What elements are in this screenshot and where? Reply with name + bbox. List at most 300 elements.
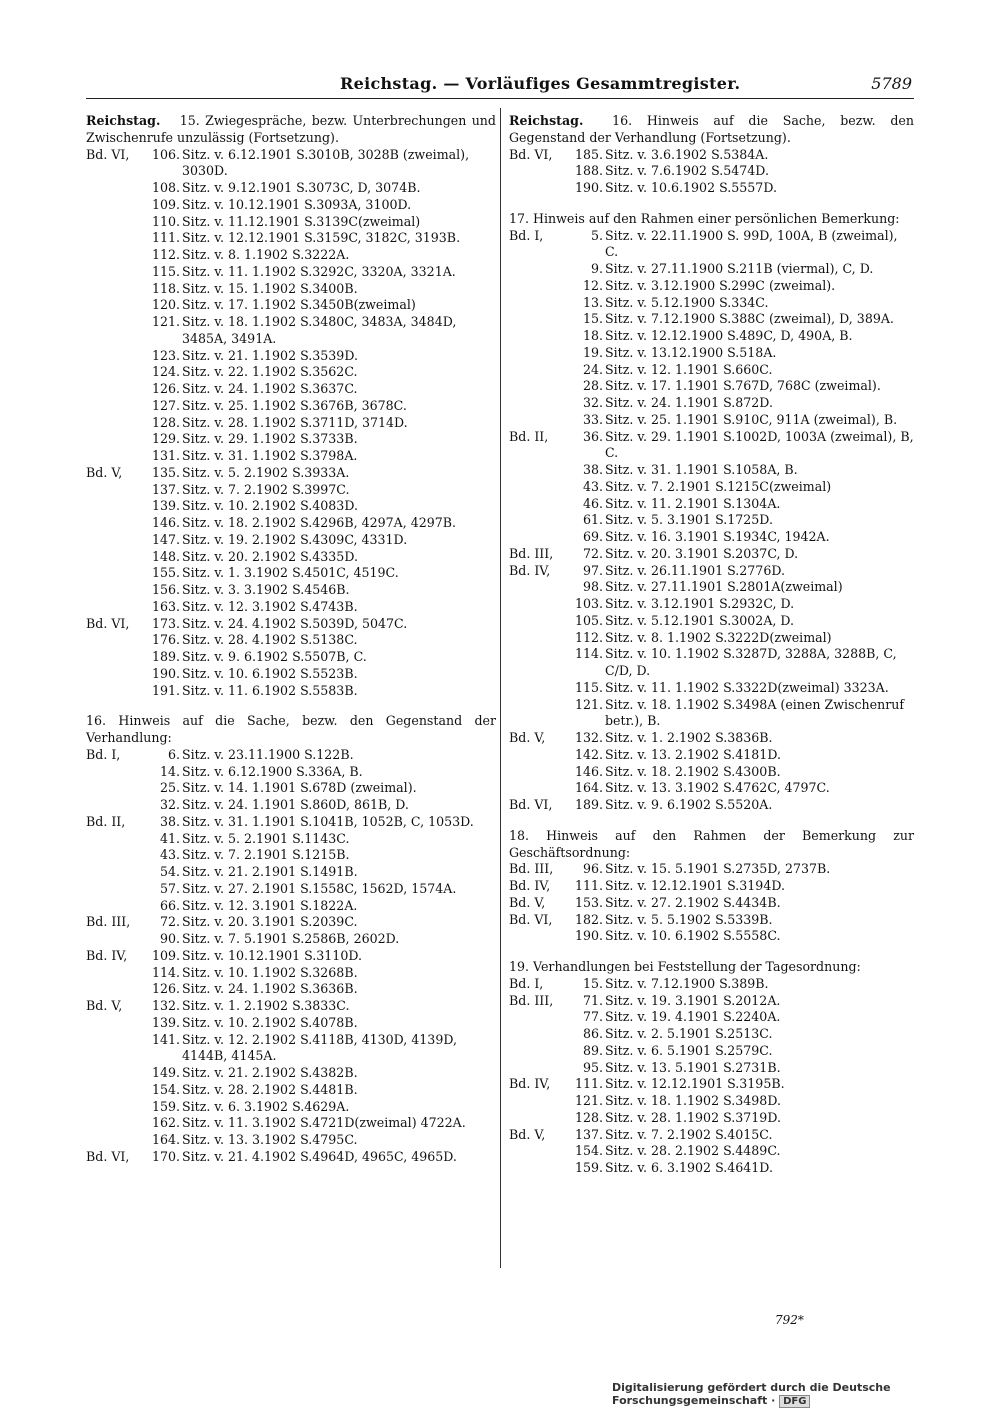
citation-text: Sitz. v. 17. 1.1901 S.767D, 768C (zweimal). [605,378,881,394]
entry-list [509,861,914,945]
volume-label [509,311,573,328]
index-entry [509,730,914,747]
citation-text: Sitz. v. 8. 1.1902 S.3222D(zweimal) [605,629,832,645]
session-number: 5. [590,227,603,243]
session-number: 148. [151,548,180,564]
index-entry [86,649,496,666]
volume-label [509,479,573,496]
citation-text: Sitz. v. 1. 2.1902 S.3836B. [605,730,773,745]
citation-text: Sitz. v. 31. 1.1902 S.3798A. [182,448,358,463]
citation-text: Sitz. v. 3. 3.1902 S.4546B. [182,582,350,597]
index-entry [509,697,914,731]
citation-text: Sitz. v. 15. 5.1901 S.2735D, 2737B. [605,861,831,877]
index-entry [86,864,496,881]
index-entry [86,230,496,247]
running-title: Reichstag. — Vorläufiges Gesammtregister. [340,74,741,93]
citation-text: Sitz. v. 7. 2.1902 S.3997C. [182,481,350,497]
session-number: 38. [159,813,180,829]
citation-text: Sitz. v. 6.12.1901 S.3010B, 3028B (zweimal), 3030D. [182,146,470,179]
index-entry [86,1099,496,1116]
volume-label: Bd. VI, [86,615,130,631]
citation-text: Sitz. v. 28. 2.1902 S.4489C. [605,1143,781,1159]
session-number: 164. [151,1132,180,1147]
section-16 [86,713,496,1165]
volume-label [509,529,573,546]
session-number: 24. [582,361,603,377]
index-entry [86,814,496,831]
volume-label [86,180,150,197]
volume-label [86,264,150,281]
volume-label [86,666,150,683]
volume-label: Bd. I, [509,227,544,243]
entry-list [86,147,496,700]
session-number: 57. [159,880,180,896]
volume-label [86,364,150,381]
session-number: 114. [574,646,603,662]
index-entry [86,381,496,398]
heading-text: 16. Hinweis auf die Sache, bezw. den Gegenstand der Verhandlung (Fortsetzung). [509,113,914,145]
index-entry [509,1160,914,1177]
session-number: 33. [582,411,603,427]
volume-label [86,1015,150,1032]
volume-label [86,515,150,532]
citation-text: Sitz. v. 16. 3.1901 S.1934C, 1942A. [605,529,830,544]
volume-label [509,1093,573,1110]
citation-text: Sitz. v. 10. 1.1902 S.3268B. [182,964,358,980]
index-entry [86,398,496,415]
section-18 [509,828,914,945]
volume-label: Bd. IV, [86,947,128,963]
volume-label: Bd. III, [509,545,554,561]
session-number: 43. [582,478,603,494]
session-number: 124. [151,364,180,380]
citation-text: Sitz. v. 19. 2.1902 S.4309C, 4331D. [182,531,408,547]
volume-label [509,180,573,197]
volume-label [509,1143,573,1160]
citation-text: Sitz. v. 11. 2.1901 S.1304A. [605,495,781,511]
session-number: 129. [151,431,180,447]
session-number: 147. [151,531,180,547]
citation-text: Sitz. v. 10.12.1901 S.3110D. [182,947,362,963]
index-entry [509,579,914,596]
index-entry [509,378,914,395]
volume-label [86,683,150,700]
index-entry [86,948,496,965]
citation-text: Sitz. v. 5. 3.1901 S.1725D. [605,512,773,528]
index-entry [86,632,496,649]
session-number: 86. [582,1026,603,1041]
session-number: 18. [582,328,603,343]
entry-list [509,976,914,1177]
session-number: 170. [151,1148,180,1164]
citation-text: Sitz. v. 1. 3.1902 S.4501C, 4519C. [182,565,399,581]
citation-text: Sitz. v. 15. 1.1902 S.3400B. [182,280,358,296]
session-number: 71. [582,992,603,1008]
citation-text: Sitz. v. 21. 2.1901 S.1491B. [182,864,358,879]
session-number: 164. [574,780,603,796]
index-entry [509,546,914,563]
session-number: 115. [151,263,180,279]
volume-label [86,831,150,848]
session-number: 109. [151,947,180,963]
citation-text: Sitz. v. 12. 1.1901 S.660C. [605,361,773,377]
volume-label [86,797,150,814]
index-entry [86,847,496,864]
citation-text: Sitz. v. 20. 3.1901 S.2037C, D. [605,545,799,561]
citation-text: Sitz. v. 22. 1.1902 S.3562C. [182,364,358,380]
citation-text: Sitz. v. 12.12.1901 S.3195B. [605,1076,785,1092]
index-entry [86,683,496,700]
citation-text: Sitz. v. 12.12.1900 S.489C, D, 490A, B. [605,328,853,343]
citation-text: Sitz. v. 7. 2.1901 S.1215C(zweimal) [605,478,832,494]
section-title: 18. Hinweis auf den Rahmen der Bemerkung zur Geschäftsordnung: [509,827,914,860]
volume-label [509,1110,573,1127]
volume-label [86,214,150,231]
volume-label [509,579,573,596]
index-entry [509,1026,914,1043]
index-entry [509,1110,914,1127]
volume-label [509,412,573,429]
volume-label [509,378,573,395]
volume-label [86,498,150,515]
left-column [86,113,496,1166]
volume-label [86,599,150,616]
volume-label [86,398,150,415]
volume-label [509,163,573,180]
index-entry [86,1032,496,1066]
session-number: 38. [582,462,603,477]
citation-text: Sitz. v. 22.11.1900 S. 99D, 100A, B (zweimal), C. [605,227,898,260]
index-entry [509,479,914,496]
index-entry [86,465,496,482]
index-entry [86,831,496,848]
volume-label: Bd. VI, [509,911,553,927]
index-entry [86,780,496,797]
index-entry [86,532,496,549]
volume-label: Bd. VI, [86,1148,130,1164]
citation-text: Sitz. v. 17. 1.1902 S.3450B(zweimal) [182,297,416,313]
index-entry [509,764,914,781]
session-number: 15. [582,311,603,327]
index-entry [509,512,914,529]
citation-text: Sitz. v. 5. 2.1901 S.1143C. [182,830,350,846]
citation-text: Sitz. v. 12.12.1901 S.3159C, 3182C, 3193B. [182,230,461,246]
volume-label [509,630,573,647]
volume-label [509,278,573,295]
session-number: 128. [151,414,180,430]
index-entry [509,228,914,262]
index-entry [86,1065,496,1082]
index-entry [86,1132,496,1149]
session-number: 105. [574,612,603,628]
session-number: 66. [159,897,180,913]
volume-label [86,281,150,298]
volume-label [86,247,150,264]
session-number: 32. [159,797,180,812]
citation-text: Sitz. v. 24. 1.1902 S.3636B. [182,981,358,997]
citation-text: Sitz. v. 6. 5.1901 S.2579C. [605,1042,773,1058]
section-title: 19. Verhandlungen bei Feststellung der Tagesordnung: [509,959,861,974]
index-entry [86,247,496,264]
citation-text: Sitz. v. 28. 1.1902 S.3719D. [605,1109,781,1125]
volume-label [86,431,150,448]
index-entry [509,747,914,764]
citation-text: Sitz. v. 27.11.1901 S.2801A(zweimal) [605,579,843,595]
citation-text: Sitz. v. 24. 1.1901 S.860D, 861B, D. [182,797,409,812]
citation-text: Sitz. v. 11.12.1901 S.3139C(zweimal) [182,213,421,229]
citation-text: Sitz. v. 5.12.1901 S.3002A, D. [605,612,795,628]
session-number: 135. [151,464,180,480]
session-number: 146. [574,763,603,779]
session-number: 149. [151,1065,180,1080]
index-entry [86,297,496,314]
volume-label: Bd. II, [86,813,126,829]
citation-text: Sitz. v. 24. 1.1901 S.872D. [605,395,773,410]
citation-text: Sitz. v. 20. 3.1901 S.2039C. [182,914,358,930]
session-number: 185. [574,146,603,162]
citation-text: Sitz. v. 12. 3.1902 S.4743B. [182,598,358,614]
citation-text: Sitz. v. 31. 1.1901 S.1041B, 1052B, C, 1053D. [182,813,474,829]
session-number: 72. [582,545,603,561]
session-number: 176. [151,632,180,648]
header-rule [86,98,914,99]
volume-label [86,632,150,649]
index-entry [509,1043,914,1060]
citation-text: Sitz. v. 19. 4.1901 S.2240A. [605,1009,781,1025]
citation-text: Sitz. v. 21. 4.1902 S.4964D, 4965C, 4965D. [182,1148,457,1164]
volume-label [509,780,573,797]
session-number: 123. [151,347,180,363]
session-number: 162. [151,1115,180,1131]
index-entry [86,482,496,499]
session-number: 188. [574,163,603,179]
entry-list [509,228,914,814]
credit-text: Digitalisierung gefördert durch die Deutsche Forschungsgemeinschaft · [612,1381,891,1407]
index-entry [86,197,496,214]
index-entry [509,1143,914,1160]
citation-text: Sitz. v. 13. 2.1902 S.4181D. [605,746,781,762]
citation-text: Sitz. v. 28. 4.1902 S.5138C. [182,632,358,648]
session-number: 111. [574,1076,603,1092]
volume-label: Bd. VI, [509,146,553,162]
session-number: 142. [574,746,603,762]
volume-label [86,898,150,915]
citation-text: Sitz. v. 21. 2.1902 S.4382B. [182,1065,358,1080]
session-number: 111. [574,878,603,893]
citation-text: Sitz. v. 10. 2.1902 S.4083D. [182,498,358,514]
volume-label [509,928,573,945]
volume-label [509,680,573,697]
index-entry [509,861,914,878]
index-entry [509,976,914,993]
index-entry [509,147,914,164]
session-number: 90. [159,931,180,946]
session-number: 127. [151,397,180,413]
session-number: 126. [151,381,180,396]
section-19 [509,959,914,1177]
entry-list [509,147,914,197]
session-number: 159. [151,1098,180,1114]
signature-mark: 792* [775,1313,804,1327]
volume-label [86,649,150,666]
session-number: 182. [574,911,603,927]
volume-label: Bd. V, [86,998,123,1013]
index-entry [86,965,496,982]
index-entry [86,914,496,931]
volume-label [86,314,150,348]
volume-label [86,1065,150,1082]
volume-label [86,881,150,898]
session-number: 191. [151,682,180,698]
citation-text: Sitz. v. 5.12.1900 S.334C. [605,294,769,310]
index-entry [86,431,496,448]
citation-text: Sitz. v. 31. 1.1901 S.1058A, B. [605,462,798,477]
citation-text: Sitz. v. 10.6.1902 S.5557D. [605,180,777,195]
citation-text: Sitz. v. 6. 3.1902 S.4641D. [605,1160,773,1175]
index-entry [509,261,914,278]
volume-label [86,565,150,582]
citation-text: Sitz. v. 28. 1.1902 S.3711D, 3714D. [182,414,408,430]
session-number: 115. [574,679,603,695]
column-divider [500,108,501,1268]
index-entry [509,295,914,312]
volume-label [509,295,573,312]
index-entry [509,412,914,429]
volume-label [509,1009,573,1026]
session-number: 132. [574,730,603,745]
volume-label [509,747,573,764]
index-entry [509,680,914,697]
index-entry [509,328,914,345]
index-entry [509,646,914,680]
citation-text: Sitz. v. 11. 1.1902 S.3292C, 3320A, 3321A. [182,263,456,279]
index-entry [509,529,914,546]
citation-text: Sitz. v. 2. 5.1901 S.2513C. [605,1026,773,1041]
index-entry [509,1093,914,1110]
session-number: 114. [151,964,180,980]
index-entry [509,630,914,647]
index-entry [509,797,914,814]
session-number: 61. [582,512,603,528]
index-entry [509,895,914,912]
session-number: 15. [582,975,603,991]
volume-label [86,197,150,214]
session-number: 103. [574,596,603,611]
citation-text: Sitz. v. 18. 1.1902 S.3498A (einen Zwischenruf betr.), B. [605,696,905,729]
session-number: 139. [151,1014,180,1030]
session-number: 95. [582,1059,603,1075]
session-number: 189. [574,797,603,812]
section-17 [509,211,914,814]
session-number: 121. [574,696,603,712]
session-number: 189. [151,649,180,664]
volume-label [509,328,573,345]
session-number: 72. [159,914,180,930]
heading-keyword: Reichstag. [509,113,584,128]
session-number: 137. [574,1126,603,1142]
session-number: 163. [151,598,180,614]
volume-label: Bd. IV, [509,562,551,578]
index-entry [509,1060,914,1077]
session-number: 141. [151,1031,180,1047]
volume-label [509,261,573,278]
volume-label [509,395,573,412]
volume-label: Bd. IV, [509,1076,551,1092]
citation-text: Sitz. v. 7.6.1902 S.5474D. [605,163,769,179]
citation-text: Sitz. v. 18. 2.1902 S.4300B. [605,763,781,779]
volume-label [509,613,573,630]
citation-text: Sitz. v. 14. 1.1901 S.678D (zweimal). [182,780,417,796]
citation-text: Sitz. v. 3.12.1901 S.2932C, D. [605,596,795,611]
index-entry [86,1115,496,1132]
session-number: 14. [159,763,180,779]
citation-text: Sitz. v. 24. 1.1902 S.3637C. [182,381,358,396]
volume-label [86,297,150,314]
volume-label [509,362,573,379]
session-number: 41. [159,830,180,846]
index-entry [86,314,496,348]
index-entry [86,797,496,814]
volume-label: Bd. I, [509,975,544,991]
session-number: 173. [151,615,180,631]
session-number: 190. [151,665,180,681]
session-number: 159. [574,1160,603,1175]
page-header [0,74,1000,98]
volume-label [86,847,150,864]
section-heading [86,113,496,147]
citation-text: Sitz. v. 20. 2.1902 S.4335D. [182,548,358,564]
citation-text: Sitz. v. 9.12.1901 S.3073C, D, 3074B. [182,180,421,195]
volume-label [86,415,150,432]
volume-label: Bd. IV, [509,878,551,893]
index-entry [86,981,496,998]
page-number: 5789 [871,74,912,93]
session-number: 139. [151,498,180,514]
citation-text: Sitz. v. 10. 1.1902 S.3287D, 3288A, 3288B, C, C/D, D. [605,646,897,678]
index-entry [86,264,496,281]
index-entry [509,496,914,513]
index-entry [509,928,914,945]
volume-label [509,1160,573,1177]
citation-text: Sitz. v. 18. 1.1902 S.3498D. [605,1093,781,1108]
volume-label [509,1043,573,1060]
volume-label: Bd. I, [86,746,121,762]
citation-text: Sitz. v. 5. 5.1902 S.5339B. [605,911,773,927]
citation-text: Sitz. v. 28. 2.1902 S.4481B. [182,1081,358,1097]
citation-text: Sitz. v. 27.11.1900 S.211B (viermal), C, D. [605,261,874,276]
volume-label [86,448,150,465]
citation-text: Sitz. v. 12.12.1901 S.3194D. [605,878,785,893]
index-entry [86,147,496,181]
session-number: 121. [151,314,180,329]
session-number: 109. [151,196,180,212]
volume-label: Bd. V, [86,464,123,480]
session-number: 12. [582,277,603,293]
citation-text: Sitz. v. 5. 2.1902 S.3933A. [182,464,350,480]
index-entry [509,180,914,197]
volume-label: Bd. V, [509,1126,546,1142]
volume-label [509,1026,573,1043]
volume-label: Bd. III, [509,861,554,877]
volume-label [86,532,150,549]
volume-label: Bd. V, [509,894,546,910]
citation-text: Sitz. v. 10. 6.1902 S.5523B. [182,665,358,681]
volume-label: Bd. III, [509,992,554,1008]
volume-label: Bd. III, [86,914,131,930]
volume-label [509,596,573,613]
session-number: 111. [151,230,180,246]
index-entry [509,1127,914,1144]
